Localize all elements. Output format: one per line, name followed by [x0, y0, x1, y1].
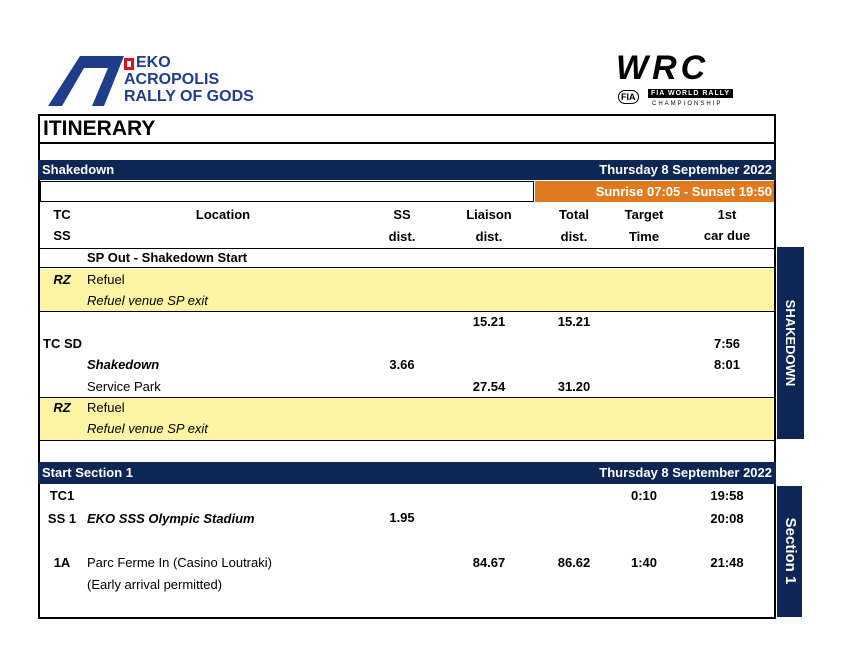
header-ss-dist-2: dist. — [388, 229, 416, 244]
header-target-1: Target — [624, 207, 664, 222]
page-title: ITINERARY — [43, 117, 156, 140]
tc1a-total: 86.62 — [557, 555, 591, 570]
sd-dist: 3.66 — [389, 357, 415, 372]
tc1a-liaison: 84.67 — [472, 555, 506, 570]
wrc-logo — [612, 50, 766, 110]
liaison-a: 15.21 — [472, 314, 506, 329]
header-location: Location — [195, 207, 251, 222]
wrc-line2: CHAMPIONSHIP — [652, 101, 723, 107]
rz-venue-1: Refuel venue SP exit — [87, 293, 208, 308]
sp-label: Service Park — [87, 379, 161, 394]
section1-side-label: Section 1 — [782, 517, 799, 585]
sunrise-sunset: Sunrise 07:05 - Sunset 19:50 — [595, 184, 772, 199]
ss1-code: SS 1 — [47, 511, 77, 526]
section1-date: Thursday 8 September 2022 — [599, 465, 772, 480]
tc1a-note: (Early arrival permitted) — [87, 577, 223, 592]
header-first-2: car due — [703, 228, 751, 243]
ss1-dist: 1.95 — [389, 510, 415, 525]
header-target-2: Time — [628, 229, 660, 244]
section1-label: Start Section 1 — [42, 465, 134, 480]
sd-label: Shakedown — [87, 357, 160, 372]
rz-venue-2: Refuel venue SP exit — [87, 421, 208, 436]
eko-flag-icon — [124, 58, 134, 70]
header-total-1: Total — [558, 207, 590, 222]
acropolis-logo — [48, 56, 268, 108]
header-liaison-1: Liaison — [466, 207, 512, 222]
wrc-line1: FIA WORLD RALLY — [648, 89, 733, 98]
header-first-1: 1st — [717, 207, 737, 222]
acropolis-a-icon — [48, 56, 124, 106]
tc1a-due: 21:48 — [710, 555, 744, 570]
tc1-target: 0:10 — [630, 488, 658, 503]
tc1-due: 19:58 — [710, 488, 744, 503]
ss1-label: EKO SSS Olympic Stadium — [87, 511, 255, 526]
tc1a-code: 1A — [53, 555, 71, 570]
header-ss-dist-1: SS — [393, 207, 411, 222]
header-total-2: dist. — [560, 229, 588, 244]
wrc-wordmark: WRC — [616, 49, 710, 87]
shakedown-date: Thursday 8 September 2022 — [599, 162, 772, 177]
tcsd-code: TC SD — [43, 336, 82, 351]
rz-code-1: RZ — [53, 272, 71, 287]
header-tc: TC — [53, 207, 71, 222]
sp-total: 31.20 — [557, 379, 591, 394]
rz-label-1: Refuel — [87, 272, 125, 287]
tc1-code: TC1 — [49, 488, 75, 503]
sd-due: 8:01 — [713, 357, 741, 372]
tc1a-target: 1:40 — [630, 555, 658, 570]
shakedown-label: Shakedown — [42, 162, 115, 177]
header-liaison-2: dist. — [475, 229, 503, 244]
ss1-due: 20:08 — [710, 511, 744, 526]
tc1a-label: Parc Ferme In (Casino Loutraki) — [87, 555, 272, 570]
tcsd-due: 7:56 — [713, 336, 741, 351]
sp-liaison: 27.54 — [472, 379, 506, 394]
rz-code-2: RZ — [53, 400, 71, 415]
sp-out-label: SP Out - Shakedown Start — [87, 250, 248, 265]
logo-line1: ACROPOLIS — [124, 71, 220, 88]
shakedown-side-label: SHAKEDOWN — [783, 299, 798, 387]
rz-label-2: Refuel — [87, 400, 125, 415]
header-ss: SS — [53, 228, 71, 243]
fia-badge: FIA — [618, 90, 639, 104]
logo-brand: EKO — [136, 54, 171, 71]
logo-line2: RALLY OF GODS — [124, 88, 254, 105]
blank-cell — [40, 181, 534, 202]
total-a: 15.21 — [557, 314, 591, 329]
